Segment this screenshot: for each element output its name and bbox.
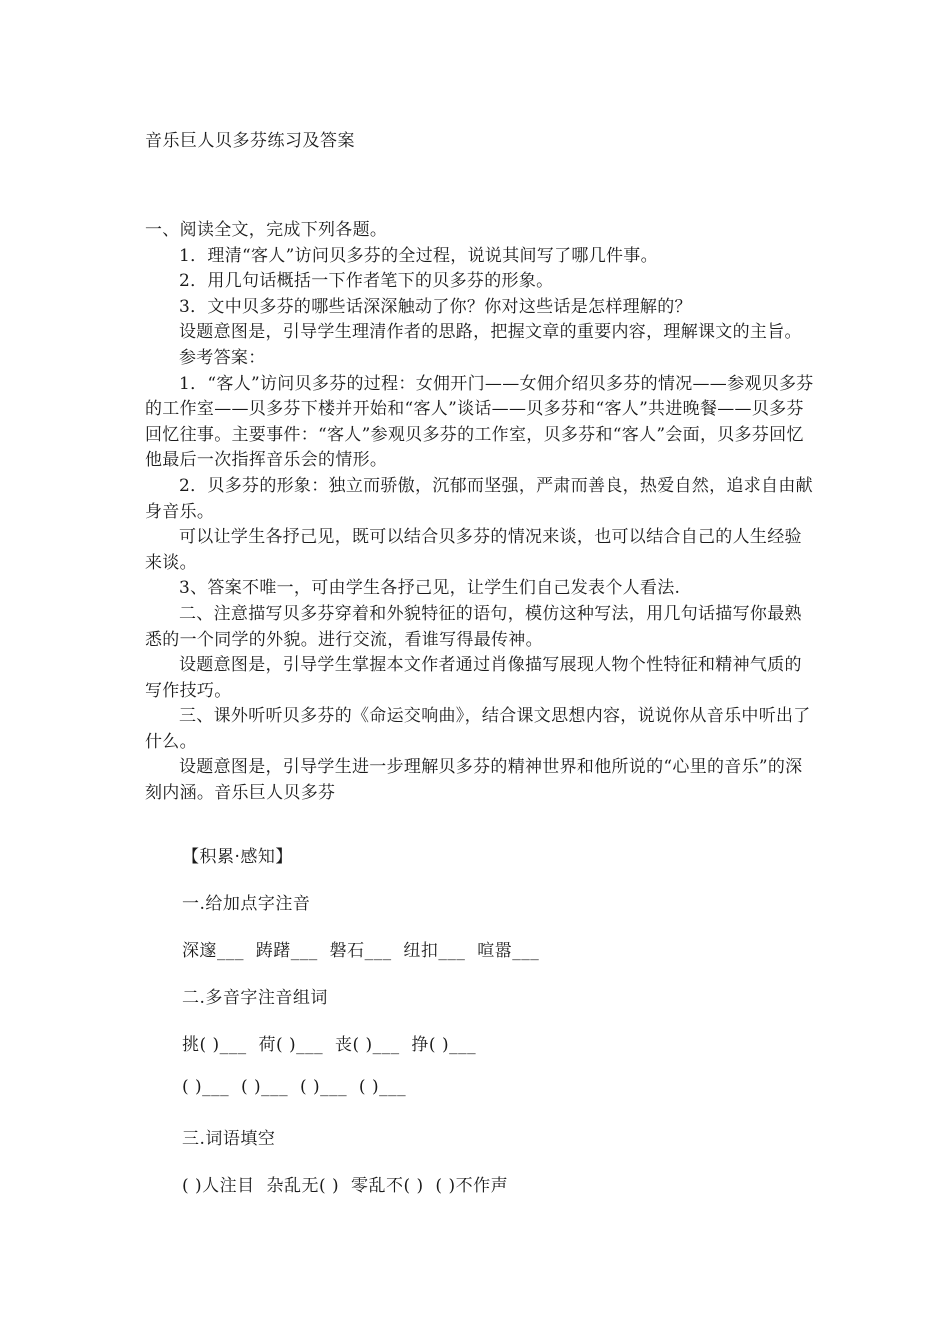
paragraph-answer-1: 1．“客人”访问贝多芬的过程：女佣开门——女佣介绍贝多芬的情况——参观贝多芬的工作室——贝多芬下楼并开始和“客人”谈话——贝多芬和“客人”共进晚餐——贝多芬回忆往事。主要事件：“客人”参观贝多芬的工作室，贝多芬和“客人”会面，贝多芬回忆他最后一次指挥音乐会的情形。 [145,373,814,471]
paragraph-design-intent-2: 设题意图是，引导学生掌握本文作者通过肖像描写展现人物个性特征和精神气质的写作技巧。 [145,655,802,701]
paragraph-section-one: 一、阅读全文，完成下列各题。 [145,220,388,240]
paragraph-answer-2-note: 可以让学生各抒己见，既可以结合贝多芬的情况来谈，也可以结合自己的人生经验来谈。 [145,527,802,573]
paragraph-answer-2: 2．贝多芬的形象：独立而骄傲，沉郁而坚强，严肃而善良，热爱自然，追求自由献身音乐。 [145,475,813,522]
paragraph-design-intent-3: 设题意图是，引导学生进一步理解贝多芬的精神世界和他所说的“心里的音乐”的深刻内涵。音乐巨人贝多芬 [145,757,803,804]
document-title: 音乐巨人贝多芬练习及答案 [145,131,355,151]
paragraph-question-1: 1．理清“客人”访问贝多芬的全过程，说说其间写了哪几件事。 [179,245,658,266]
paragraph-section-three: 三、课外听听贝多芬的《命运交响曲》，结合课文思想内容，说说你从音乐中听出了什么。 [145,706,811,752]
section-heading-accumulate: 【积累·感知】 [182,847,293,867]
paragraph-reference-answer: 参考答案： [179,347,266,368]
exercise-line-polyphone-2: ( )___ ( )___ ( )___ ( )___ [182,1077,407,1097]
exercise-line-fill-words: ( )人注目 杂乱无( ) 零乱不( ) ( )不作声 [182,1176,509,1196]
exercise-line-pinyin: 深邃___ 踌躇___ 磐石___ 纽扣___ 喧嚣___ [182,941,540,961]
paragraph-section-two: 二、注意描写贝多芬穿着和外貌特征的语句，模仿这种写法，用几句话描写你最熟悉的一个同学的外貌。进行交流，看谁写得最传神。 [145,603,802,650]
exercise-line-polyphone-1: 挑( )___ 荷( )___ 丧( )___ 挣( )___ [182,1035,477,1055]
exercise-heading-polyphone: 二.多音字注音组词 [182,988,328,1008]
exercise-heading-pinyin: 一.给加点字注音 [182,894,311,914]
document-body [145,218,815,807]
paragraph-question-3: 3．文中贝多芬的哪些话深深触动了你？你对这些话是怎样理解的？ [179,296,692,317]
exercise-heading-fill-words: 三.词语填空 [182,1129,276,1149]
paragraph-question-2: 2．用几句话概括一下作者笔下的贝多芬的形象。 [179,271,554,292]
paragraph-answer-3: 3、答案不唯一，可由学生各抒己见，让学生们自己发表个人看法. [179,578,681,599]
paragraph-design-intent-1: 设题意图是，引导学生理清作者的思路，把握文章的重要内容，理解课文的主旨。 [179,322,802,343]
